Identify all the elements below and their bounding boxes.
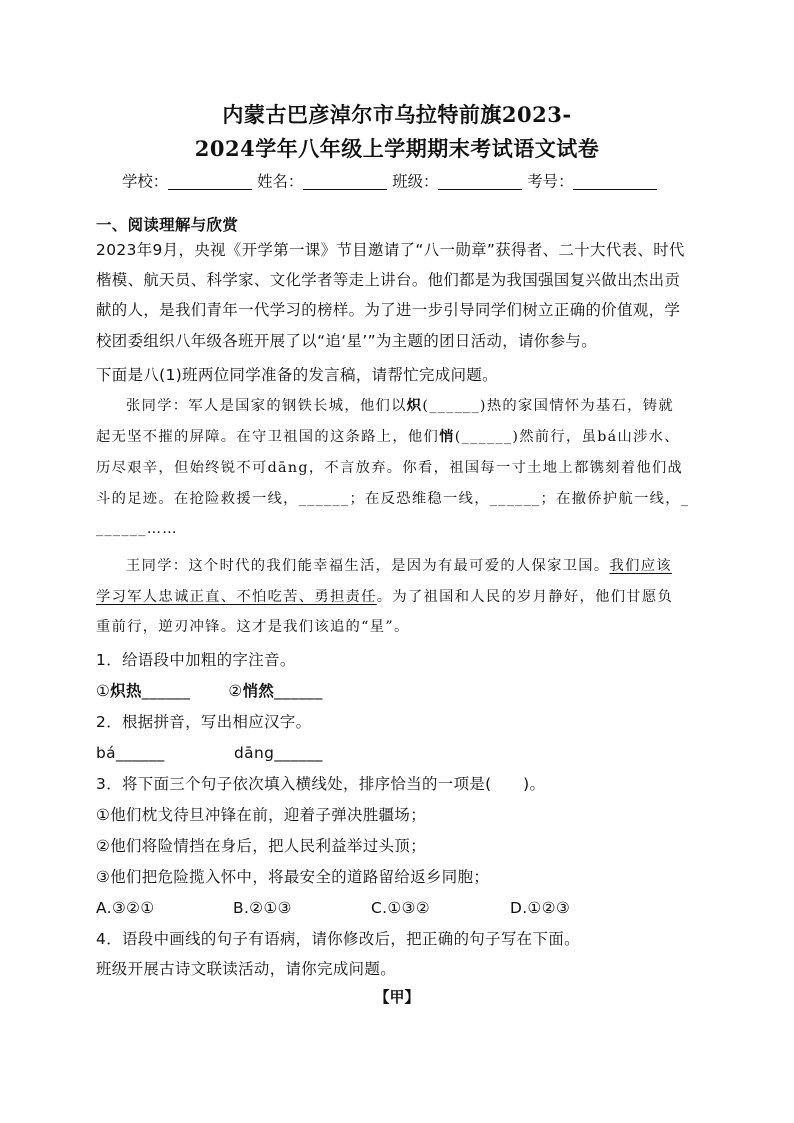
bold-char-qiao: 悄 <box>439 429 455 445</box>
q2-answer-a[interactable]: bá______ <box>96 744 165 762</box>
name-label: 姓名： <box>257 172 304 191</box>
exam-number-blank[interactable] <box>573 173 657 190</box>
q3-sentence-2: ②他们将险情挡在身后，把人民利益举过头顶； <box>96 837 427 855</box>
school-label: 学校： <box>122 172 169 191</box>
zhang-speech-line-3: 历尽艰辛，但始终锐不可dāng，不言放弃。你看，祖国每一寸土地上都镌刻着他们战 <box>96 460 684 476</box>
pinyin-blank-2[interactable]: (______) <box>454 429 520 445</box>
question-1: 1．给语段中加粗的字注音。 <box>96 651 296 669</box>
bold-char-chi: 炽 <box>406 398 423 414</box>
class-blank[interactable] <box>438 173 522 190</box>
pinyin-blank-1[interactable]: (______) <box>422 398 487 414</box>
zhang-speech-line-4: 斗的足迹。在抢险救援一线，______；在反恐维稳一线，______；在撤侨护航一线，_ <box>96 491 690 507</box>
section-heading: 一、阅读理解与欣赏 <box>96 216 239 234</box>
school-blank[interactable] <box>168 173 252 190</box>
student-info-fields <box>122 171 657 192</box>
q1-answer-blank-a[interactable]: ______ <box>141 682 191 700</box>
intro-line-1: 2023年9月，央视《开学第一课》节目邀请了“八一勋章”获得者、二十大代表、时代 <box>96 241 685 259</box>
q3-sentence-3: ③他们把危险揽入怀中，将最安全的道路留给返乡同胞； <box>96 868 490 886</box>
zhang-speech-line-2: 起无坚不摧的屏障。在守卫祖国的这条路上，他们悄(______)然前行，虽bá山涉水、 <box>96 429 680 445</box>
q3-option-a[interactable]: A.③②① <box>96 899 155 917</box>
intro-line-5: 下面是八(1)班两位同学准备的发言稿，请帮忙完成问题。 <box>96 366 498 384</box>
q3-sentence-1: ①他们枕戈待旦冲锋在前，迎着子弹决胜疆场； <box>96 806 427 824</box>
question-1-items: ①炽热______ ②悄然______ <box>96 682 323 700</box>
intro-line-4: 校团委组织八年级各班开展了以“追‘星’”为主题的团日活动，请你参与。 <box>96 332 598 350</box>
exam-number-label: 考号： <box>527 172 574 191</box>
exam-title-line-2: 2024学年八年级上学期期末考试语文试卷 <box>194 136 600 161</box>
question-4: 4．语段中画线的句子有语病，请你修改后，把正确的句子写在下面。 <box>96 930 580 948</box>
q3-option-c[interactable]: C.①③② <box>371 899 431 917</box>
question-2: 2．根据拼音，写出相应汉字。 <box>96 713 312 731</box>
underlined-sentence-part-1: 我们应该 <box>609 558 672 574</box>
intro-line-2: 楷模、航天员、科学家、文化学者等走上讲台。他们都是为我国强国复兴做出杰出贡 <box>96 271 681 289</box>
name-blank[interactable] <box>303 173 387 190</box>
q3-option-d[interactable]: D.①②③ <box>510 899 571 917</box>
class-label: 班级： <box>392 172 439 191</box>
wang-speech-line-1: 王同学：这个时代的我们能幸福生活，是因为有最可爱的人保家卫国。我们应该 <box>126 558 672 574</box>
zhang-speech-line-1: 张同学：军人是国家的钢铁长城，他们以炽(______)热的家国情怀为基石，铸就 <box>126 398 674 414</box>
question-3: 3．将下面三个句子依次填入横线处，排序恰当的一项是( )。 <box>96 775 546 793</box>
exam-title-line-1: 内蒙古巴彦淖尔市乌拉特前旗2023- <box>222 102 572 127</box>
q1-answer-blank-b[interactable]: ______ <box>274 682 323 700</box>
intro-line-3: 献的人，是我们青年一代学习的榜样。为了进一步引导同学们树立正确的价值观，学 <box>96 301 681 319</box>
q3-option-b[interactable]: B.②①③ <box>233 899 292 917</box>
activity-intro: 班级开展古诗文联读活动，请你完成问题。 <box>96 960 397 978</box>
wang-speech-line-2: 学习军人忠诚正直、不怕吃苦、勇担责任。为了祖国和人民的岁月静好，他们甘愿负 <box>96 589 674 605</box>
zhang-speech-line-5: ______…… <box>96 521 178 537</box>
underlined-sentence-part-2: 学习军人忠诚正直、不怕吃苦、勇担责任 <box>96 589 377 605</box>
pinyin-dang: dāng <box>267 460 309 476</box>
q2-answer-b[interactable]: dāng______ <box>234 744 323 762</box>
pinyin-ba: bá <box>597 429 618 445</box>
passage-label-jia: 【甲】 <box>374 988 420 1006</box>
wang-speech-line-3: 重前行，逆刃冲锋。这才是我们该追的“星”。 <box>96 619 410 635</box>
